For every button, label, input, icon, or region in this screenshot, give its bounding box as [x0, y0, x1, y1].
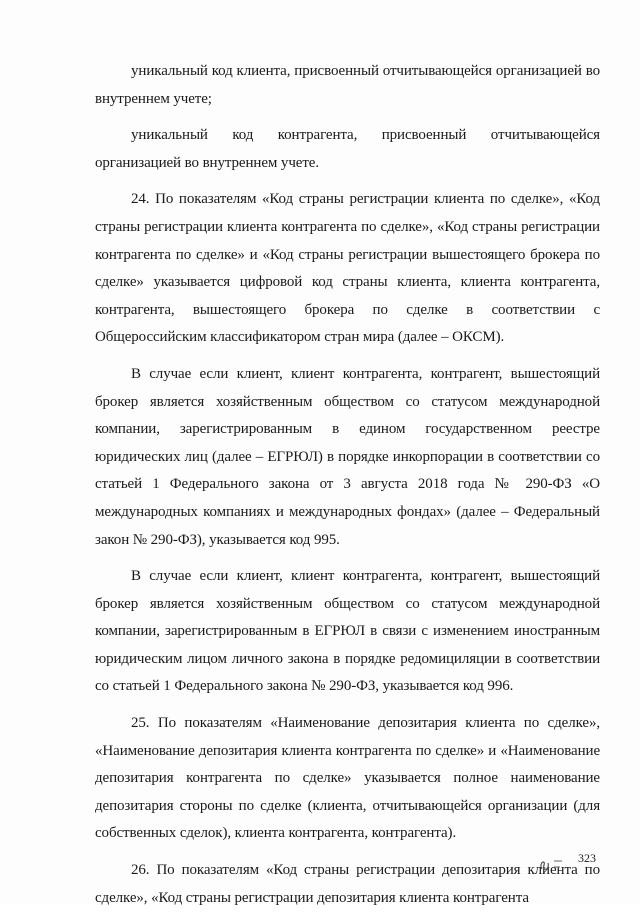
page-number: 323 [578, 851, 596, 865]
paragraph-client-code: уникальный код клиента, присвоенный отчитывающейся организацией во внутреннем учете; [95, 63, 600, 107]
paragraph-code-995: В случае если клиент, клиент контрагента, контрагент, вышестоящий брокер является хозяйственным обществом со статусом международной компании, зарегистрированным в едином государственном реестре юридических лиц (далее – ЕГРЮЛ) в порядке инкорпорации в соответствии со статьей 1 Федерального закона от 3 августа 2018 года № 290-ФЗ «О международных компаниях и международных фондах» (далее – Федеральный закон № 290-ФЗ), указывается код 995. [95, 365, 600, 548]
paragraph-item-26: 26. По показателям «Код страны регистрации депозитария клиента по сделке», «Код страны регистрации депозитария клиента контрагента [95, 862, 600, 906]
handwritten-mark-icon [536, 851, 576, 877]
paragraph-code-996: В случае если клиент, клиент контрагента, контрагент, вышестоящий брокер является хозяйственным обществом со статусом международной компании, зарегистрированным в ЕГРЮЛ в связи с изменением иностранным юридическим лицом личного закона в порядке редомициляции в соответствии со статьей 1 Федерального закона № 290-ФЗ, указывается код 996. [95, 568, 600, 695]
paragraph-counterparty-code: уникальный код контрагента, присвоенный отчитывающейся организацией во внутреннем учете. [95, 127, 600, 171]
paragraph-item-25: 25. По показателям «Наименование депозитария клиента по сделке», «Наименование депозитария клиента контрагента по сделке» и «Наименование депозитария контрагента по сделке» указывается полное наименование депозитария стороны по сделке (клиента, отчитывающейся организации (для собственных сделок), клиента контрагента, контрагента). [95, 715, 600, 842]
paragraph-item-24: 24. По показателям «Код страны регистрации клиента по сделке», «Код страны регистрации клиента контрагента по сделке», «Код страны регистрации контрагента по сделке» и «Код страны регистрации вышестоящего брокера по сделке» указывается цифровой код страны клиента, клиента контрагента, контрагента, вышестоящего брокера по сделке в соответствии с Общероссийским классификатором стран мира (далее – ОКСМ). [95, 191, 600, 346]
document-body [95, 58, 600, 921]
